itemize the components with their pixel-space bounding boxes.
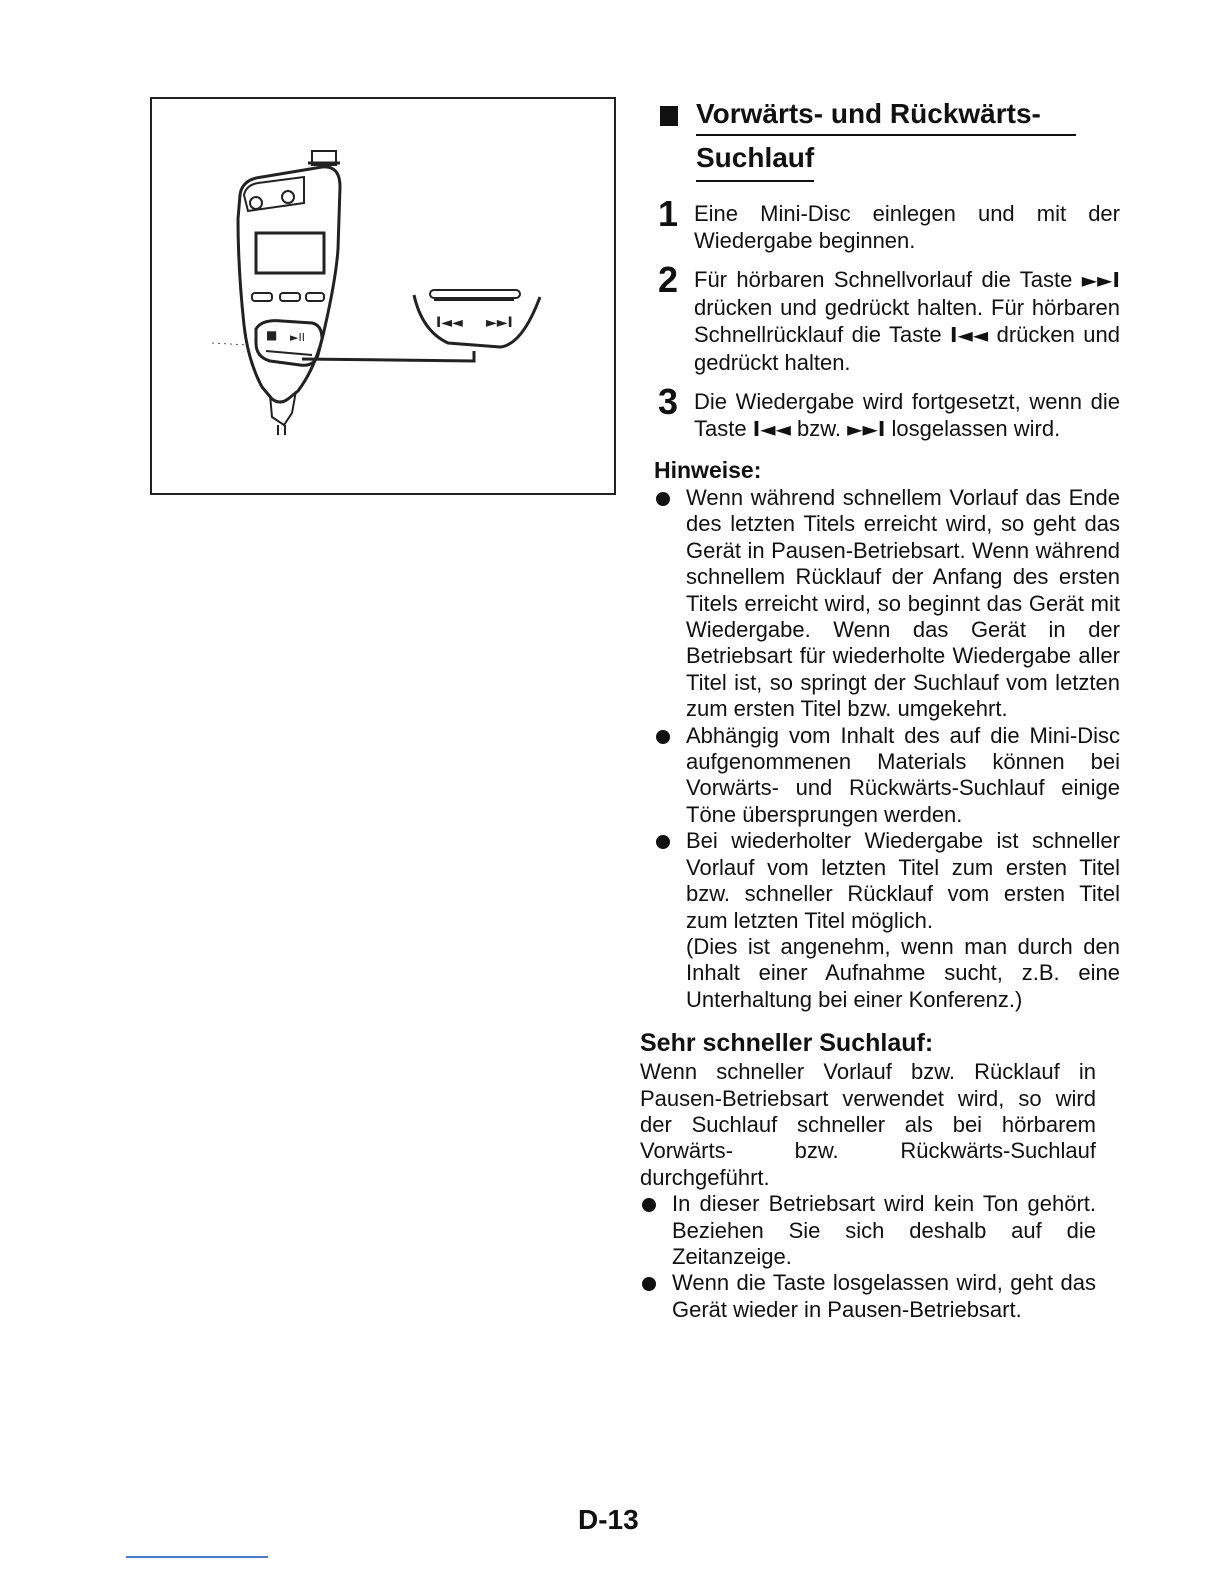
bullet-icon: [656, 492, 670, 506]
fast-forward-icon: ►►I: [1081, 268, 1120, 292]
remote-control-illustration: [150, 97, 616, 495]
step-text: Die Wiedergabe wird fortgesetzt, wenn die Taste: [694, 389, 1120, 441]
step-text: losgelassen wird.: [885, 416, 1061, 441]
hint-item: [654, 828, 1120, 1013]
bullet-icon: [656, 730, 670, 744]
hint-text: Bei wiederholter Wiedergabe ist schneller Vorlauf vom letzten Titel zum ersten Titel bzw. schneller Rücklauf vom ersten Titel zum letzten Titel möglich.: [686, 828, 1120, 933]
section-title: [660, 96, 1120, 182]
heading-square-icon: [660, 106, 678, 126]
play-pause-icon: ►II: [290, 331, 305, 344]
callout-bubble: [414, 295, 540, 347]
page-number: D-13: [578, 1504, 639, 1535]
remote-control-drawing: [152, 99, 618, 497]
step-text: drücken und gedrückt halten. Für hörbaren Schnellrücklauf die Taste: [694, 295, 1120, 347]
volume-up-icon: [282, 191, 294, 203]
content-column: [640, 96, 1120, 1323]
rewind-icon: I◄◄: [752, 417, 791, 441]
step-text: Für hörbaren Schnellvorlauf die Taste: [694, 267, 1082, 292]
fast-search-text: Wenn die Taste losgelassen wird, geht das Gerät wieder in Pausen-Betriebsart.: [672, 1270, 1096, 1322]
bullet-icon: [642, 1277, 656, 1291]
fast-search-item: [640, 1270, 1096, 1323]
hints-list: [654, 485, 1120, 1013]
fast-forward-icon: ►►I: [847, 417, 886, 441]
bottom-rule: [126, 1556, 268, 1558]
hint-text: Wenn während schnellem Vorlauf das Ende des letzten Titels erreicht wird, so geht das Gerät in Pausen-Betriebsart. Wenn während schnellem Rücklauf der Anfang des ersten Titels erreicht wird, so beginnt das Gerät mit Wiedergabe. Wenn das Gerät in der Betriebsart für wiederholte Wiedergabe aller Titel ist, so springt der Suchlauf vom letzten zum ersten Titel bzw. umgekehrt.: [686, 485, 1120, 722]
stop-icon: ■: [266, 328, 278, 342]
step-text: Eine Mini-Disc einlegen und mit der Wiedergabe beginnen.: [694, 201, 1120, 253]
step-text: drücken und gedrückt halten.: [694, 322, 1120, 375]
section-title-line2: Suchlauf: [696, 140, 814, 182]
hint-text-extra: (Dies ist angenehm, wenn man durch den Inhalt einer Aufnahme sucht, z.B. eine Unterhaltung bei einer Konferenz.): [686, 933, 1120, 1012]
steps-list: [658, 193, 1120, 443]
hints-heading: Hinweise:: [654, 457, 762, 483]
hint-item: [654, 485, 1120, 723]
hint-item: [654, 723, 1120, 829]
step-1: [658, 193, 1120, 254]
fast-search-list: [640, 1191, 1120, 1323]
step-number: 1: [658, 193, 679, 234]
bullet-icon: [656, 835, 670, 849]
step-number: 3: [658, 381, 679, 422]
step-text: bzw.: [790, 416, 848, 441]
bullet-icon: [642, 1198, 656, 1212]
hint-text: Abhängig vom Inhalt des auf die Mini-Disc aufgenommenen Materials können bei Vorwärts- und Rückwärts-Suchlauf einige Töne übersprungen werden.: [686, 722, 1120, 827]
fast-search-text: In dieser Betriebsart wird kein Ton gehört. Beziehen Sie sich deshalb auf die Zeitanzeige.: [672, 1191, 1096, 1269]
section-title-line1: Vorwärts- und Rückwärts-: [696, 96, 1076, 136]
fast-search-heading: Sehr schneller Suchlauf:: [640, 1029, 934, 1058]
lcd-display: [256, 233, 324, 273]
fast-search-paragraph: Wenn schneller Vorlauf bzw. Rücklauf in Pausen-Betriebsart verwendet wird, so wird der Suchlauf schneller als bei hörbarem Vorwärts- bzw. Rückwärts-Suchlauf durchgeführt.: [640, 1059, 1096, 1190]
rewind-icon: I◄◄: [436, 315, 463, 331]
fast-forward-icon: ►►I: [486, 315, 513, 331]
volume-down-icon: [250, 197, 262, 209]
fast-search-item: [640, 1191, 1096, 1270]
rewind-icon: I◄◄: [949, 323, 989, 347]
step-3: [658, 381, 1120, 443]
step-number: 2: [658, 259, 679, 300]
step-2: [658, 259, 1120, 376]
